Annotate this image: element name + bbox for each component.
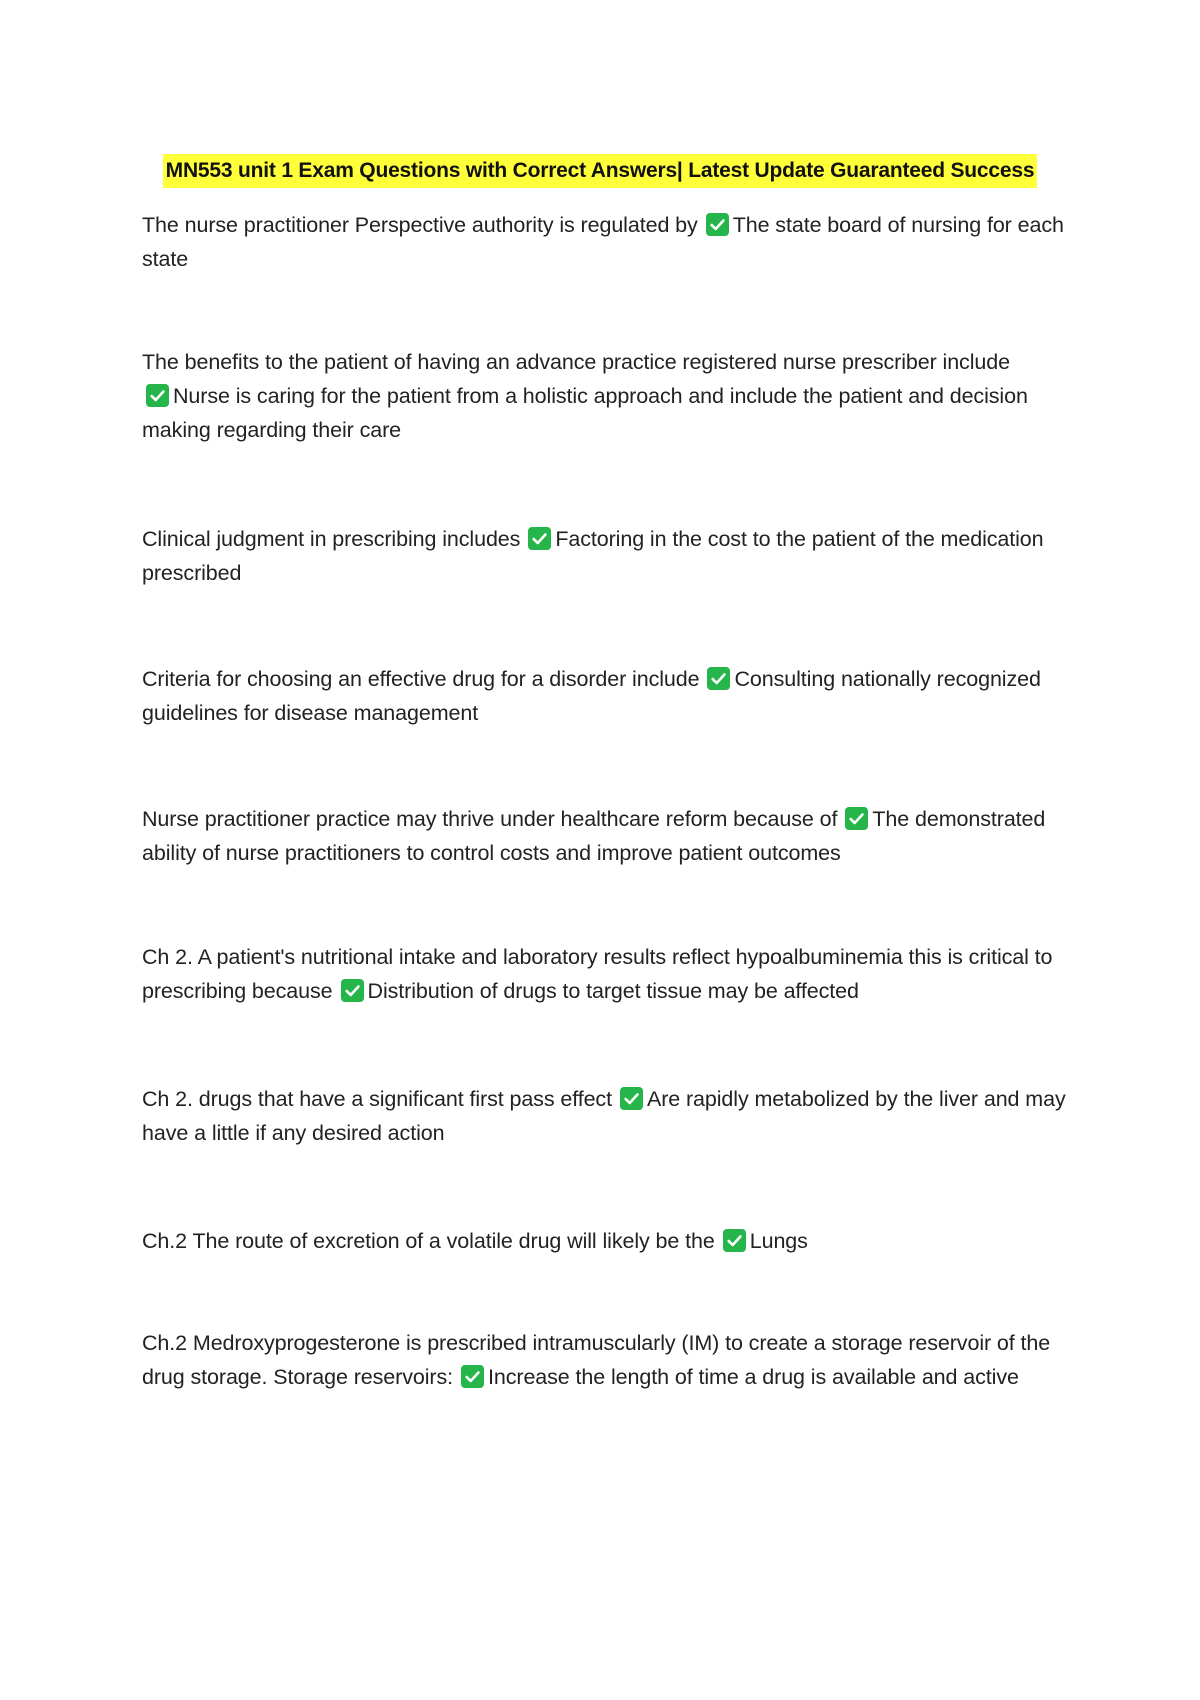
qa-item [142,662,1067,730]
check-mark-icon [707,667,730,690]
title-wrapper [0,154,1200,188]
answer-text: The state board of nursing for each state [142,213,1064,271]
check-mark-icon [723,1229,746,1252]
question-text: Criteria for choosing an effective drug for a disorder include [142,667,700,691]
answer-text: Factoring in the cost to the patient of the medication prescribed [142,527,1044,585]
qa-item [142,345,1067,447]
qa-item [142,522,1067,590]
answer-text: Consulting nationally recognized guidelines for disease management [142,667,1041,725]
qa-item [142,1082,1067,1150]
check-mark-icon [146,384,169,407]
answer-text: Are rapidly metabolized by the liver and may have a little if any desired action [142,1087,1066,1145]
question-text: Ch.2 Medroxyprogesterone is prescribed intramuscularly (IM) to create a storage reservoir of the drug storage. Storage reservoirs: [142,1331,1051,1389]
answer-text: Distribution of drugs to target tissue may be affected [367,979,859,1003]
question-text: Ch 2. drugs that have a significant first pass effect [142,1087,612,1111]
document-title: MN553 unit 1 Exam Questions with Correct Answers| Latest Update Guaranteed Success [163,154,1038,188]
check-mark-icon [341,979,364,1002]
check-mark-icon [461,1365,484,1388]
answer-text: Nurse is caring for the patient from a holistic approach and include the patient and decision making regarding their care [142,384,1028,442]
question-text: Ch 2. A patient's nutritional intake and laboratory results reflect hypoalbuminemia this is critical to prescribing because [142,945,1053,1003]
question-text: Ch.2 The route of excretion of a volatile drug will likely be the [142,1229,715,1253]
answer-text: Increase the length of time a drug is available and active [488,1365,1019,1389]
question-text: Clinical judgment in prescribing includes [142,527,521,551]
qa-item [142,208,1067,276]
check-mark-icon [528,527,551,550]
check-mark-icon [706,213,729,236]
answer-text: The demonstrated ability of nurse practitioners to control costs and improve patient outcomes [142,807,1046,865]
qa-item [142,940,1067,1008]
answer-text: Lungs [749,1229,808,1253]
qa-item [142,1326,1067,1394]
question-text: The nurse practitioner Perspective authority is regulated by [142,213,698,237]
check-mark-icon [845,807,868,830]
qa-item [142,802,1067,870]
question-text: The benefits to the patient of having an advance practice registered nurse prescriber include [142,350,1010,374]
qa-item [142,1224,1067,1258]
check-mark-icon [620,1087,643,1110]
question-text: Nurse practitioner practice may thrive under healthcare reform because of [142,807,838,831]
